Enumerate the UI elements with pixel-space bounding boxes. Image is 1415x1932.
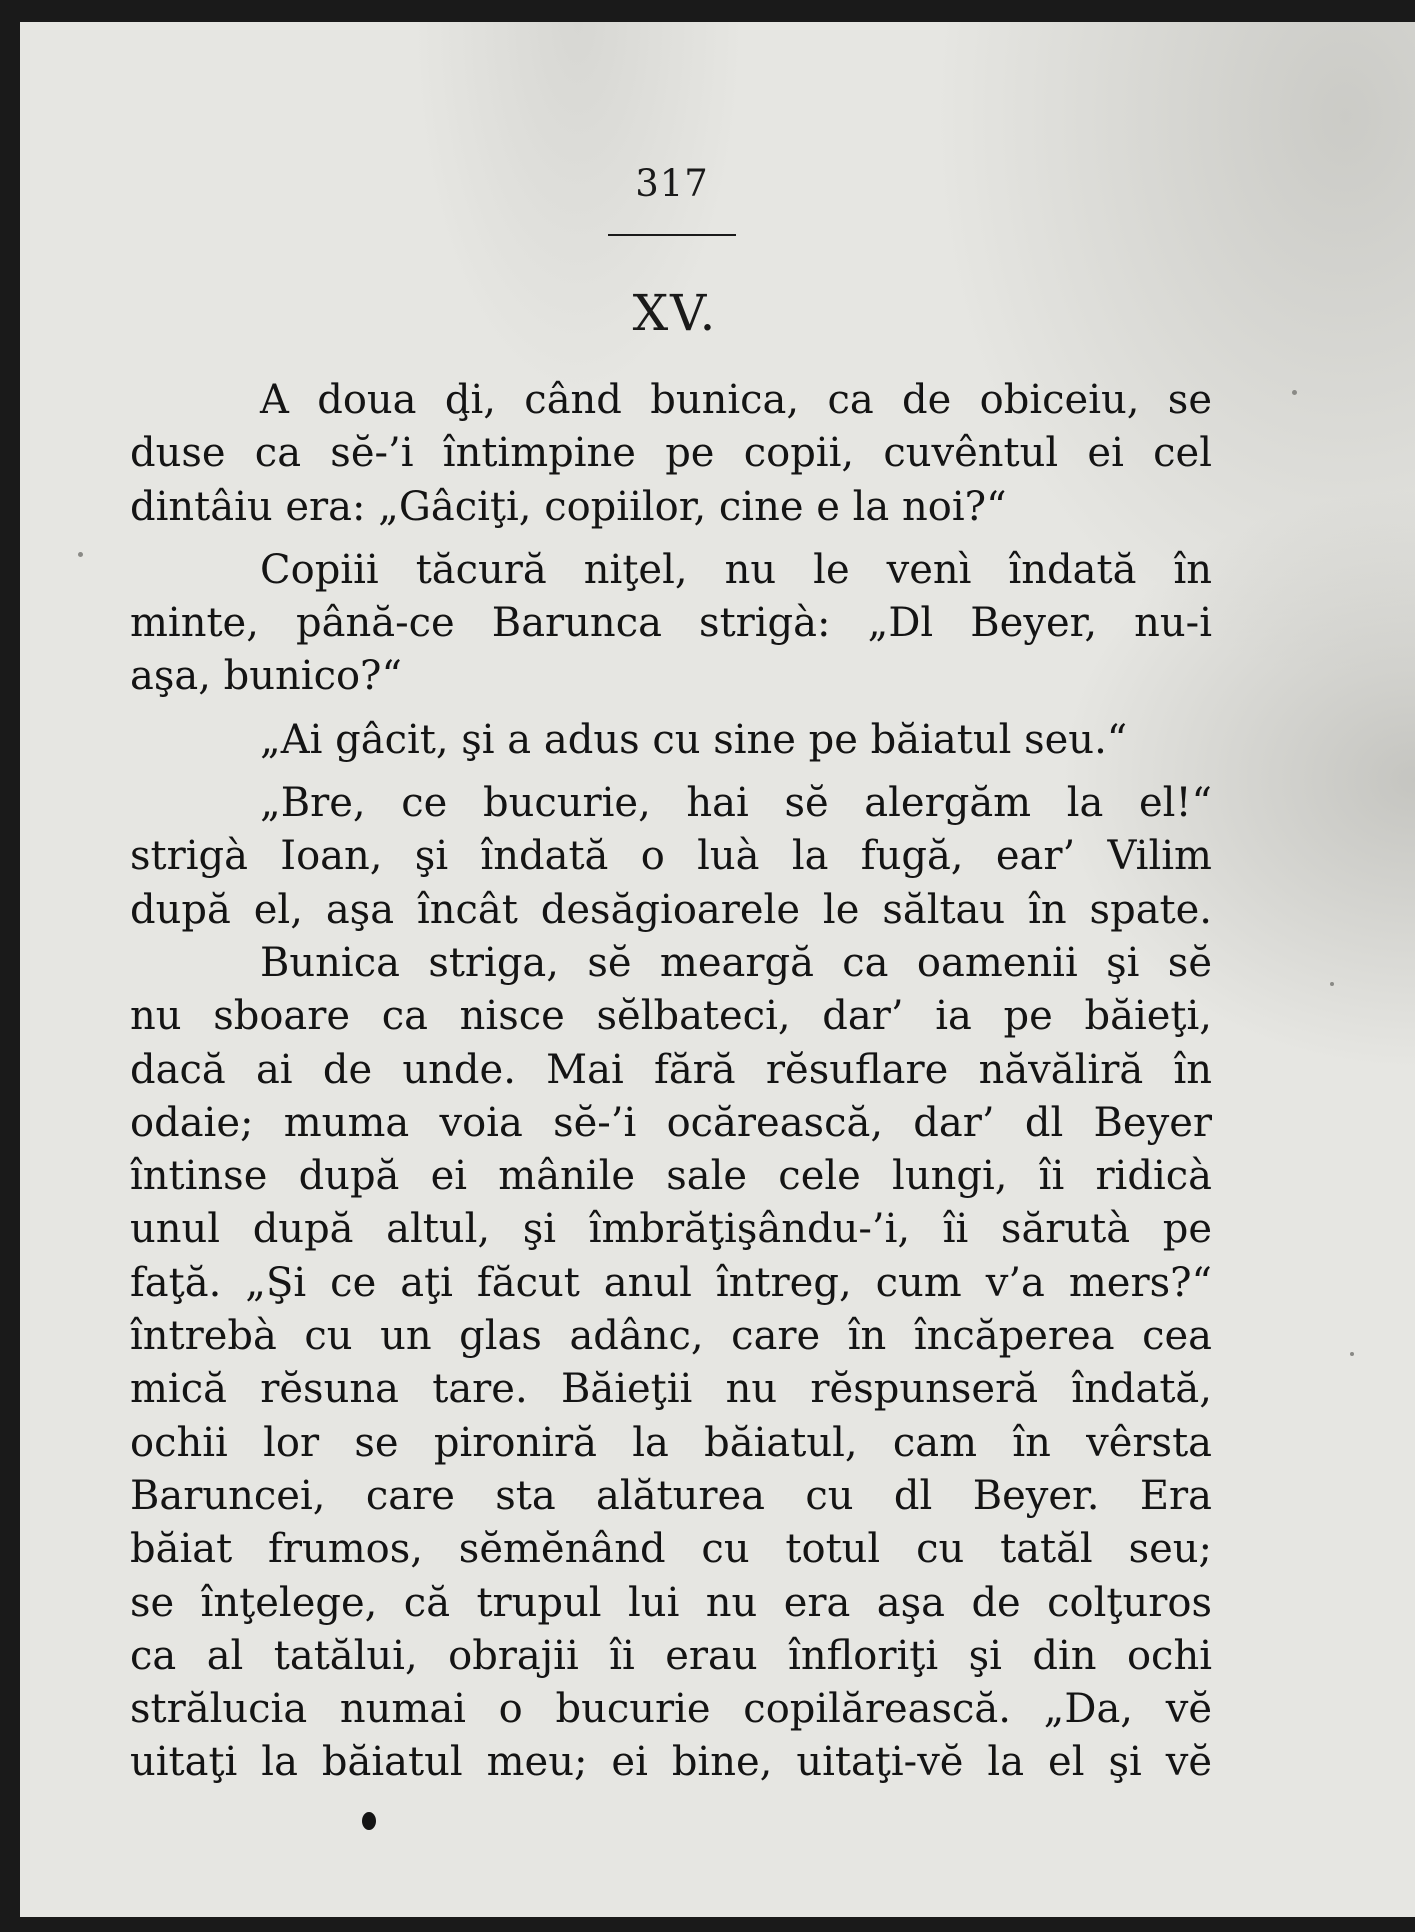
text-line: strigà Ioan, şi îndată o luà la fugă, ear’ Vilim [130,833,1212,880]
text-line: A doua ḑi, când bunica, ca de obiceiu, se [260,377,1212,423]
page-number: 317 [635,162,709,205]
page-number-rule [608,234,736,236]
text-line: duse ca sĕ-’i întimpine pe copii, cuvêntul ei cel [130,430,1212,477]
text-line: se înţelege, că trupul lui nu era aşa de colţuros [130,1579,1212,1626]
page-speck [78,552,83,557]
text-line: dintâiu era: „Gâciţi, copiilor, cine e la noi?“ [130,483,1007,530]
text-line: mică rĕsuna tare. Băieţii nu rĕspunseră îndată, [130,1366,1212,1413]
page-speck [1292,390,1297,395]
text-line: dacă ai de unde. Mai fără rĕsuflare năvăliră în [130,1046,1212,1093]
text-line: odaie; muma voia sĕ-’i ocărească, dar’ dl Beyer [130,1099,1212,1146]
text-line: nu sboare ca nisce sĕlbateci, dar’ ia pe băieţi, [130,993,1212,1040]
text-line: „Ai gâcit, şi a adus cu sine pe băiatul seu.“ [260,716,1128,763]
text-line: Baruncei, care sta alăturea cu dl Beyer. Era [130,1472,1212,1519]
text-line: unul după altul, şi îmbrăţişându-’i, îi sărutà pe [130,1206,1212,1253]
body-text [130,374,1212,1790]
text-line: băiat frumos, sĕmĕnând cu totul cu tatăl seu; [130,1526,1212,1573]
text-line: întinse după ei mânile sale cele lungi, îi ridicà [130,1153,1212,1200]
text-line: strălucia numai o bucurie copilărească. „Da, vĕ [130,1686,1212,1733]
text-line: ca al tatălui, obrajii îi erau înfloriţi şi din ochi [130,1632,1212,1679]
ink-blot [362,1812,376,1830]
page-speck [1330,982,1334,986]
book-page [20,22,1415,1917]
text-line: „Bre, ce bucurie, hai sĕ alergăm la el!“ [260,780,1212,827]
text-line: Copiii tăcură niţel, nu le venì îndată în [260,546,1212,593]
text-line: ochii lor se pironiră la băiatul, cam în vêrsta [130,1419,1212,1466]
chapter-heading: XV. [632,284,718,342]
text-line: întrebà cu un glas adânc, care în încăperea cea [130,1313,1212,1360]
text-line: aşa, bunico?“ [130,653,402,700]
text-line: uitaţi la băiatul meu; ei bine, uitaţi-vĕ la el şi vĕ [130,1739,1212,1786]
text-line: minte, până-ce Barunca strigà: „Dl Beyer, nu-i [130,600,1212,647]
page-speck [1350,1352,1354,1356]
text-line: după el, aşa încât desăgioarele le săltau în spate. [130,886,1212,933]
text-line: faţă. „Şi ce aţi făcut anul întreg, cum v’a mers?“ [130,1259,1212,1306]
text-line: Bunica striga, sĕ meargă ca oamenii şi sĕ [260,939,1212,986]
